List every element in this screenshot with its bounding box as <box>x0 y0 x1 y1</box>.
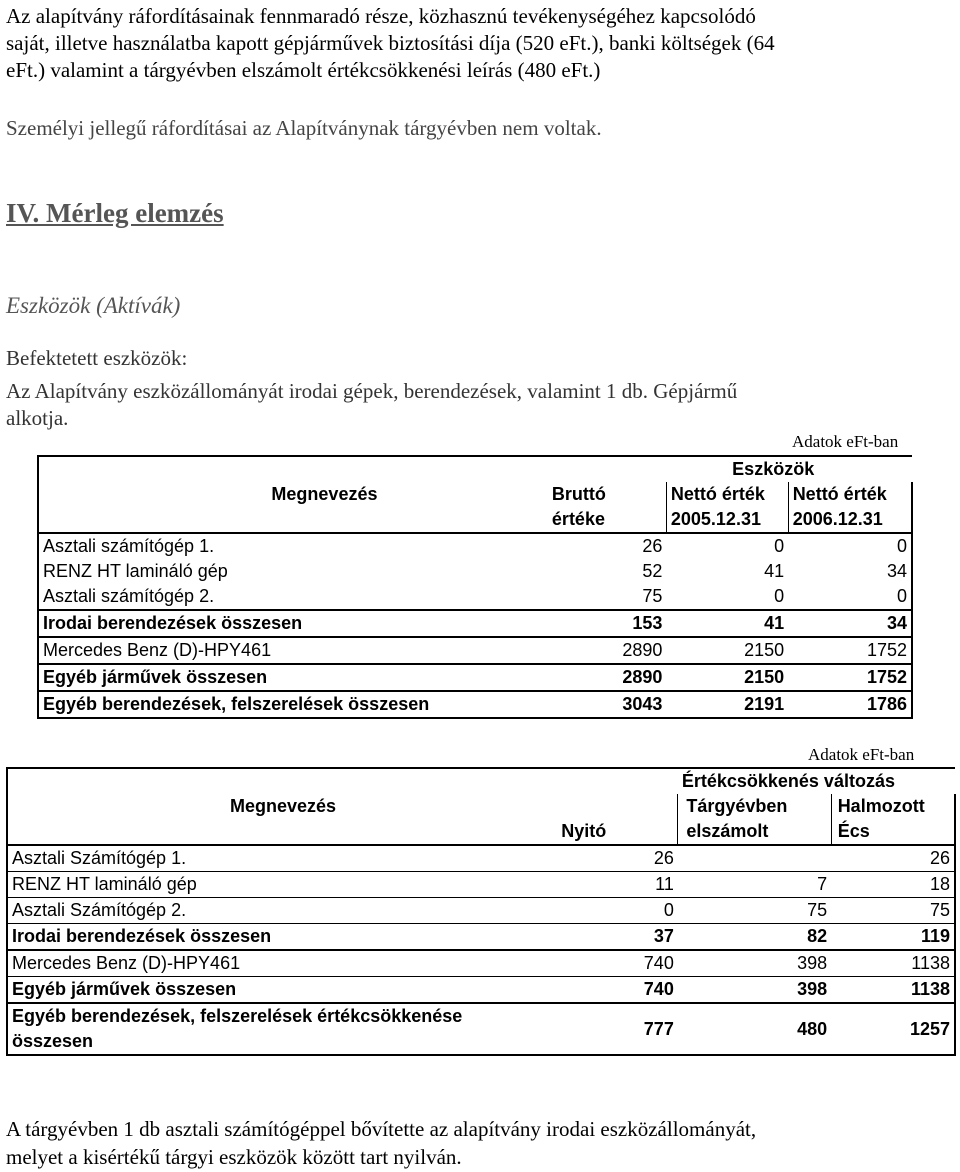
table1-col-net2006-1: Nettó érték <box>788 482 912 507</box>
table-row-subtotal: Irodai berendezések összesen 37 82 119 <box>7 924 955 951</box>
table-row: Asztali Számítógép 1. 26 26 <box>7 845 955 872</box>
table-row: Mercedes Benz (D)-HPY461 740 398 1138 <box>7 950 955 977</box>
table-row-total: Egyéb berendezések, felszerelések összesen 3043 2191 1786 <box>38 691 912 718</box>
table1-col-net2006-2: 2006.12.31 <box>788 507 912 533</box>
table2-col-year-2: elszámolt <box>678 819 831 845</box>
table2-unit-note: Adatok eFt-ban <box>808 745 915 764</box>
intro-line-2: saját, illetve használatba kapott gépjárművek biztosítási díja (520 eFt.), banki költségek (64 <box>6 31 775 55</box>
personal-costs-note: Személyi jellegű ráfordításai az Alapítványnak tárgyévben nem voltak. <box>6 116 602 140</box>
table1-unit-note: Adatok eFt-ban <box>792 432 899 451</box>
table2-col-acc-2: Écs <box>831 819 955 845</box>
table-row: RENZ HT lamináló gép 52 41 34 <box>38 559 912 584</box>
subsection-title: Eszközök (Aktívák) <box>6 293 181 318</box>
table-row-subtotal: Irodai berendezések összesen 153 41 34 <box>38 610 912 637</box>
table1-col-net2005-1: Nettó érték <box>666 482 788 507</box>
table1-col-name: Megnevezés <box>38 482 544 507</box>
fixed-assets-line-1: Az Alapítvány eszközállományát irodai gépek, berendezések, valamint 1 db. Gépjármű <box>6 379 738 403</box>
table2-header-row-3 <box>7 819 955 845</box>
table1-header-row-1 <box>38 456 912 482</box>
table-row: Mercedes Benz (D)-HPY461 2890 2150 1752 <box>38 637 912 664</box>
depreciation-table <box>6 767 956 1056</box>
table1-header-row-2 <box>38 482 912 507</box>
section-title: IV. Mérleg elemzés <box>6 198 224 228</box>
fixed-assets-line-2: alkotja. <box>6 406 69 430</box>
table1-header-row-3 <box>38 507 912 533</box>
table-row: RENZ HT lamináló gép 11 7 18 <box>7 872 955 898</box>
table-row: Asztali Számítógép 2. 0 75 75 <box>7 898 955 924</box>
table1-col-gross-1: Bruttó <box>551 484 606 504</box>
table2-header-row-2 <box>7 794 955 819</box>
outro-line-2: melyet a kisértékű tárgyi eszközök között tart nyilván. <box>6 1145 462 1169</box>
table1-col-gross-2: értéke <box>544 507 666 533</box>
intro-line-3: eFt.) valamint a tárgyévben elszámolt értékcsökkenési leírás (480 eFt.) <box>6 58 601 82</box>
table2-col-year-1: Tárgyévben <box>678 794 831 819</box>
table2-col-acc-1: Halmozott <box>831 794 955 819</box>
fixed-assets-heading: Befektetett eszközök: <box>6 346 188 370</box>
table2-col-open: Nyitó <box>545 819 678 845</box>
assets-table <box>37 455 913 719</box>
table2-header-row-1 <box>7 768 955 794</box>
table2-total-label-1: Egyéb berendezések, felszerelések értékcsökkenése <box>12 1006 463 1026</box>
table1-group-header: Eszközök <box>666 456 912 482</box>
table-row-subtotal: Egyéb járművek összesen 2890 2150 1752 <box>38 664 912 691</box>
table2-total-label-2: összesen <box>12 1031 94 1051</box>
outro-line-1: A tárgyévben 1 db asztali számítógéppel bővítette az alapítvány irodai eszközállományát, <box>6 1117 757 1141</box>
table1-col-net2005-2: 2005.12.31 <box>666 507 788 533</box>
table-row: Asztali számítógép 2. 75 0 0 <box>38 584 912 610</box>
table-row-subtotal: Egyéb járművek összesen 740 398 1138 <box>7 977 955 1004</box>
table-row-total: Egyéb berendezések, felszerelések értékcsökkenése összesen 777 480 1257 <box>7 1003 955 1055</box>
intro-line-1: Az alapítvány ráfordításainak fennmaradó része, közhasznú tevékenységéhez kapcsolódó <box>6 4 756 28</box>
table2-col-name: Megnevezés <box>7 794 545 819</box>
table-row: Asztali számítógép 1. 26 0 0 <box>38 533 912 559</box>
table2-group-header: Értékcsökkenés változás <box>678 768 955 794</box>
